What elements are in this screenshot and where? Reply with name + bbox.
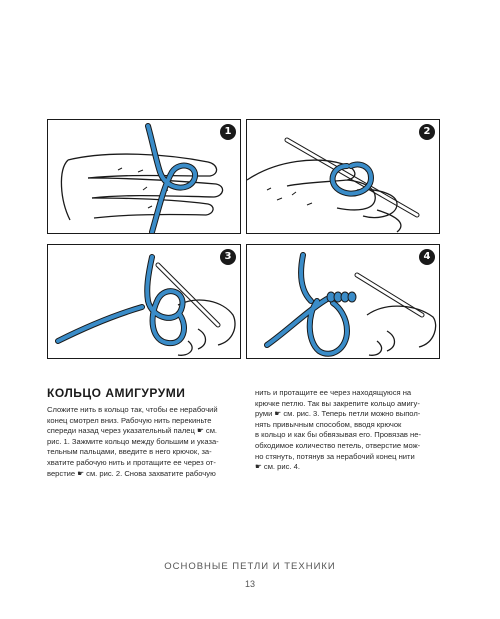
figure-1-illustration: [48, 120, 240, 233]
chapter-title: ОСНОВНЫЕ ПЕТЛИ И ТЕХНИКИ: [164, 561, 336, 572]
body-text-left: [47, 405, 233, 479]
text-line: ☛ см. рис. 4.: [255, 462, 300, 472]
text-line: крючке петлю. Так вы закрепите кольцо амигу-: [255, 398, 420, 408]
figure-3-illustration: [48, 245, 240, 358]
text-line: рис. 1. Зажмите кольцо между большим и указа-: [47, 436, 219, 446]
text-line: Сложите нить в кольцо так, чтобы ее нерабочий: [47, 405, 218, 414]
figure-2-illustration: [247, 120, 439, 233]
body-text-right: [255, 388, 441, 473]
figure-number-badge: 4: [419, 249, 435, 265]
text-line: спереди назад через указательный палец ☛ см.: [47, 426, 218, 436]
figure-4-illustration: [247, 245, 439, 358]
text-line: конец смотрел вниз. Рабочую нить перекиньте: [47, 415, 212, 425]
text-line: руми ☛ см. рис. 3. Теперь петли можно выпол-: [255, 409, 421, 419]
text-line: тельным пальцами, введите в него крючок, за-: [47, 447, 212, 457]
text-line: хватите рабочую нить и протащите ее через от-: [47, 457, 216, 467]
page-number: 13: [244, 579, 255, 589]
figure-1: [47, 119, 241, 234]
text-line: верстие ☛ см. рис. 2. Снова захватите рабочую: [47, 468, 216, 478]
figure-number-badge: 3: [220, 249, 236, 265]
figure-number-badge: 2: [419, 124, 435, 140]
text-line: в кольцо и как бы обвязывая его. Провязав не-: [255, 430, 422, 440]
text-line: обходимое количество петель, отверстие мож-: [255, 440, 421, 450]
figure-3: [47, 244, 241, 359]
figure-2: [246, 119, 440, 234]
text-line: но стянуть, потянув за нерабочий конец нити: [255, 451, 415, 461]
figure-4: [246, 244, 440, 359]
section-title: КОЛЬЦО АМИГУРУМИ: [47, 386, 186, 400]
figure-number-badge: 1: [220, 124, 236, 140]
text-line: нить и протащите ее через находящуюся на: [255, 388, 412, 397]
text-line: нять привычным способом, вводя крючок: [255, 419, 402, 429]
